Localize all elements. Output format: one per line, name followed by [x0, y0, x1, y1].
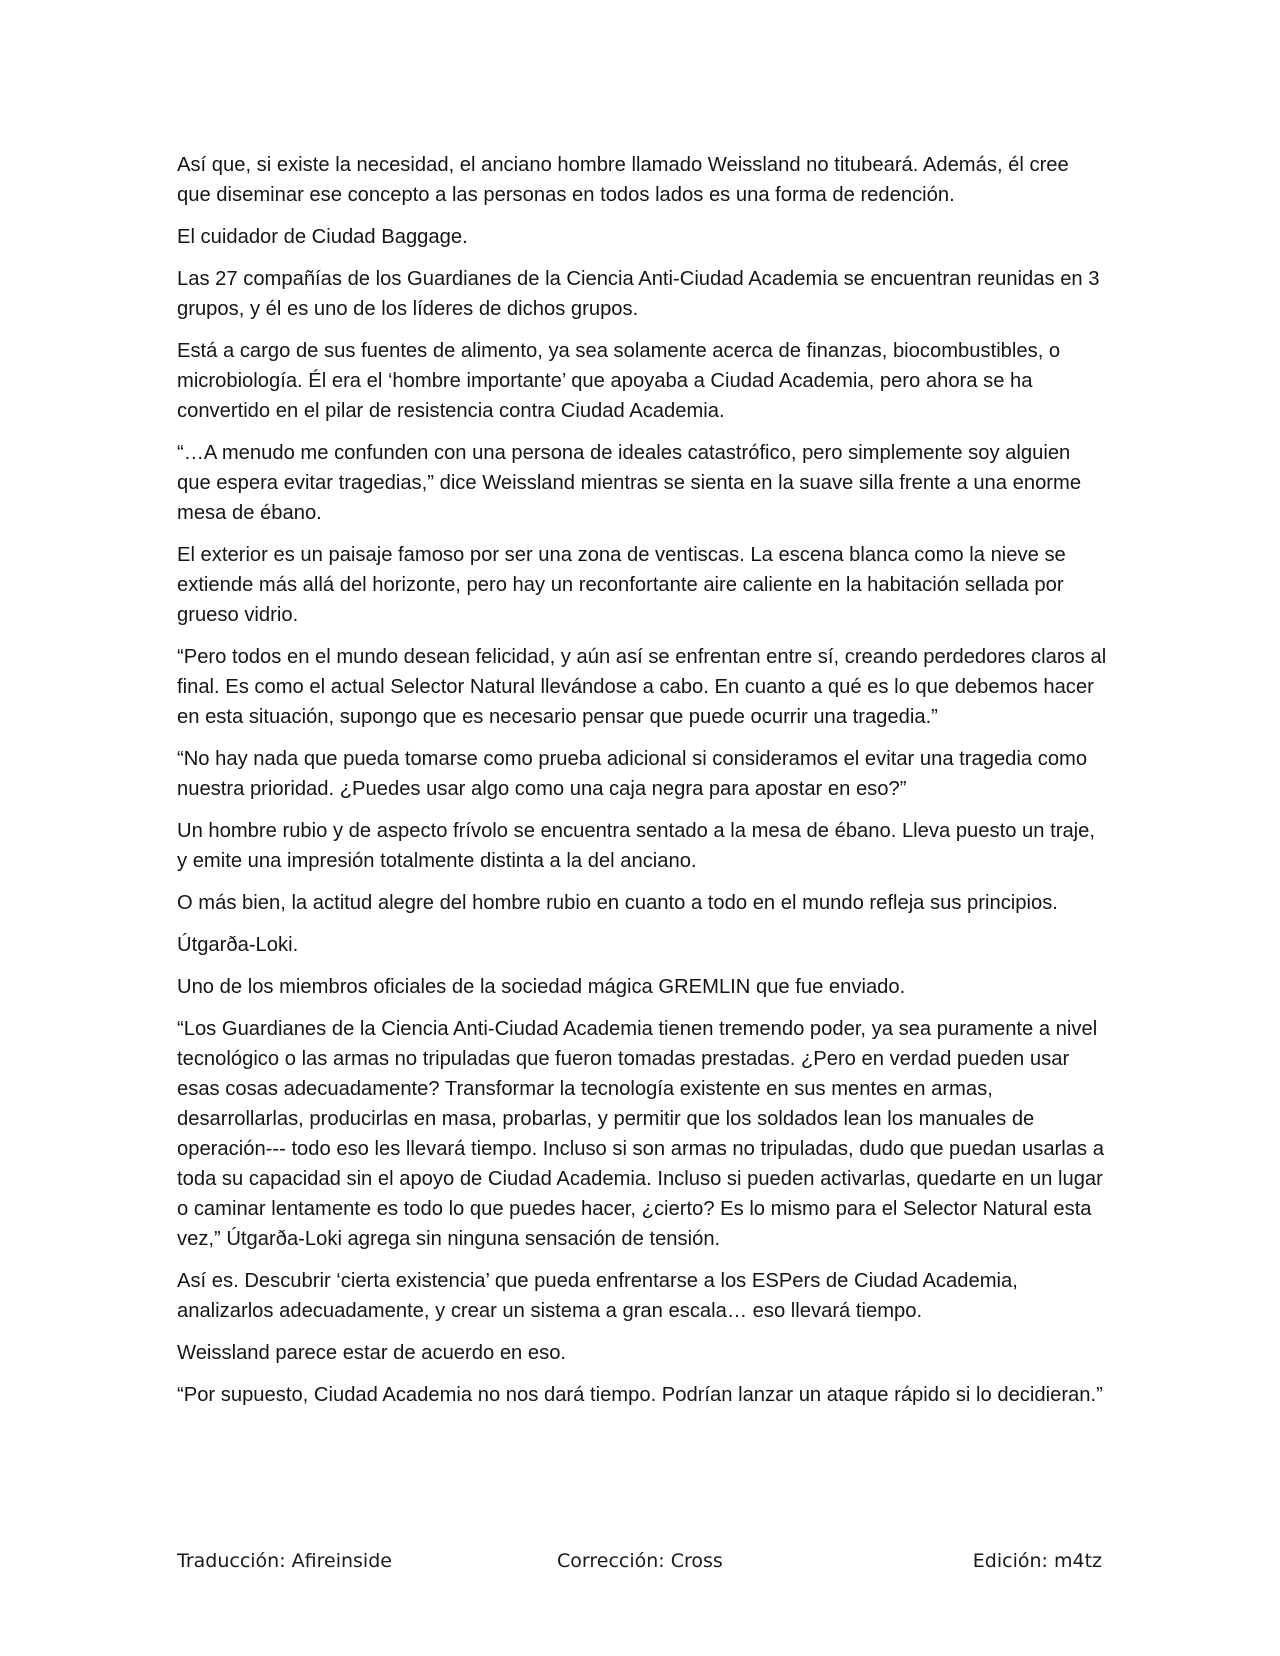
paragraph: Así que, si existe la necesidad, el anciano hombre llamado Weissland no titubeará. Además, él cree que diseminar ese concepto a las personas en todos lados es una forma de redención. [177, 154, 1069, 206]
paragraph: Las 27 compañías de los Guardianes de la Ciencia Anti-Ciudad Academia se encuentran reunidas en 3 grupos, y él es uno de los líderes de dichos grupos. [177, 268, 1100, 320]
paragraph: Útgarða-Loki. [177, 934, 299, 956]
paragraph: O más bien, la actitud alegre del hombre rubio en cuanto a todo en el mundo refleja sus principios. [177, 892, 1058, 914]
paragraph: “Los Guardianes de la Ciencia Anti-Ciudad Academia tienen tremendo poder, ya sea puramente a nivel tecnológico o las armas no tripuladas que fueron tomadas prestadas. ¿Pero en verdad pueden usar esas cosas adecuadamente? Transformar la tecnología existente en sus mentes en armas, desarrollarlas, producirlas en masa, probarlas, y permitir que los soldados lean los manuales de operación--- todo eso les llevará tiempo. Incluso si son armas no tripuladas, dudo que puedan usarlas a toda su capacidad sin el apoyo de Ciudad Academia. Incluso si pueden activarlas, quedarte en un lugar o caminar lentamente es todo lo que puedes hacer, ¿cierto? Es lo mismo para el Selector Natural esta vez,” Útgarða-Loki agrega sin ninguna sensación de tensión. [177, 1018, 1104, 1250]
paragraph: El cuidador de Ciudad Baggage. [177, 226, 468, 248]
paragraph: Un hombre rubio y de aspecto frívolo se encuentra sentado a la mesa de ébano. Lleva puesto un traje, y emite una impresión totalmente distinta a la del anciano. [177, 820, 1095, 872]
paragraph: “Pero todos en el mundo desean felicidad, y aún así se enfrentan entre sí, creando perdedores claros al final. Es como el actual Selector Natural llevándose a cabo. En cuanto a qué es lo que debemos hacer en esta situación, supongo que es necesario pensar que puede ocurrir una tragedia.” [177, 646, 1107, 728]
paragraph: El exterior es un paisaje famoso por ser una zona de ventiscas. La escena blanca como la nieve se extiende más allá del horizonte, pero hay un reconfortante aire caliente en la habitación sellada por grueso vidrio. [177, 544, 1066, 626]
paragraph: “Por supuesto, Ciudad Academia no nos dará tiempo. Podrían lanzar un ataque rápido si lo decidieran.” [177, 1384, 1103, 1406]
footer-correction-credit: Corrección: Cross [557, 1550, 723, 1572]
paragraph: “…A menudo me confunden con una persona de ideales catastrófico, pero simplemente soy alguien que espera evitar tragedias,” dice Weissland mientras se sienta en la suave silla frente a una enorme mesa de ébano. [177, 442, 1082, 524]
paragraph: Weissland parece estar de acuerdo en eso. [177, 1342, 567, 1364]
paragraph: Uno de los miembros oficiales de la sociedad mágica GREMLIN que fue enviado. [177, 976, 906, 998]
paragraph: Está a cargo de sus fuentes de alimento, ya sea solamente acerca de finanzas, biocombustibles, o microbiología. Él era el ‘hombre importante’ que apoyaba a Ciudad Academia, pero ahora se ha convertido en el pilar de resistencia contra Ciudad Academia. [177, 340, 1061, 422]
document-body [177, 150, 1107, 1422]
paragraph: Así es. Descubrir ‘cierta existencia’ que pueda enfrentarse a los ESPers de Ciudad Academia, analizarlos adecuadamente, y crear un sistema a gran escala… eso llevará tiempo. [177, 1270, 1018, 1322]
paragraph: “No hay nada que pueda tomarse como prueba adicional si consideramos el evitar una tragedia como nuestra prioridad. ¿Puedes usar algo como una caja negra para apostar en eso?” [177, 748, 1088, 800]
footer-edition-credit: Edición: m4tz [972, 1550, 1102, 1572]
footer-translation-credit: Traducción: Afireinside [177, 1550, 392, 1572]
page-footer [177, 1550, 1102, 1582]
